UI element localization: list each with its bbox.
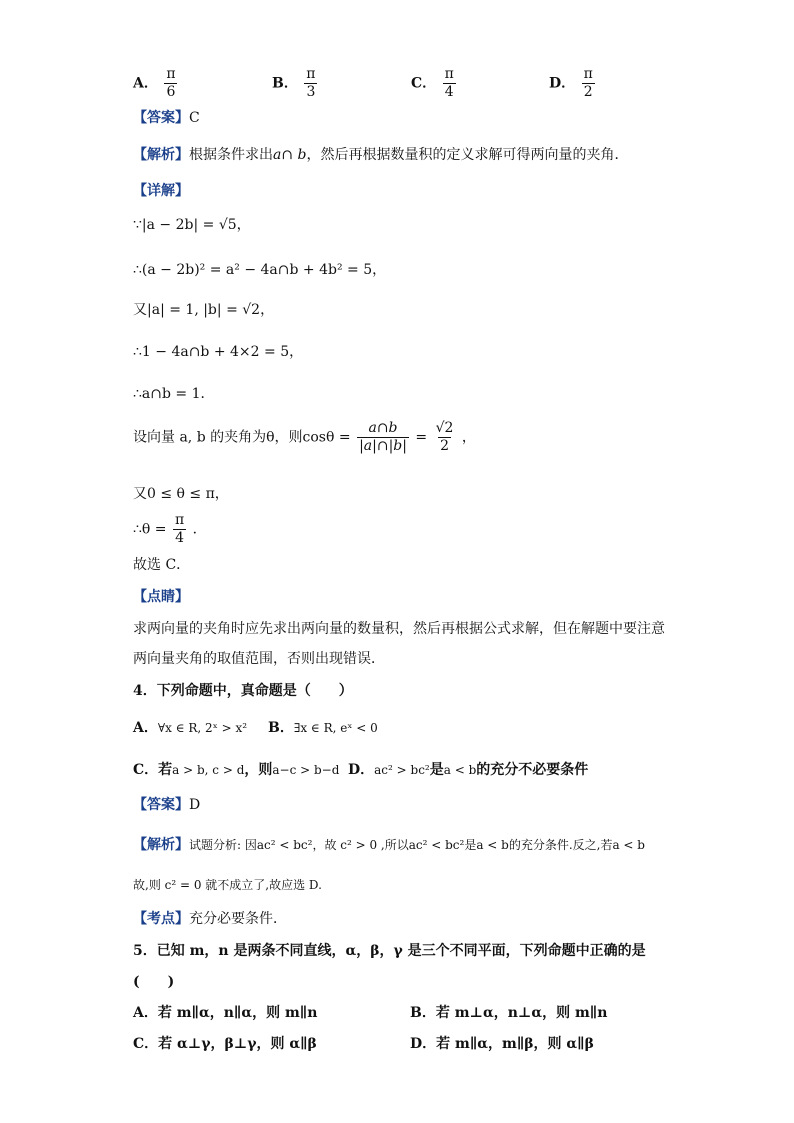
q3-line-5: ∴a∩b = 1． — [133, 386, 215, 402]
q3-comment-tag: 【点睛】 — [133, 589, 189, 605]
q3-option-c: C． $\frac{\pi}{4}$ — [411, 66, 454, 100]
q4-answer: 【答案】D — [133, 797, 201, 813]
q5-option-a: A．若 m∥α，n∥α，则 m∥n — [133, 1005, 318, 1021]
q3-line-1: ∵|a − 2b| = √5， — [133, 217, 251, 233]
q3-detail-tag: 【详解】 — [133, 183, 189, 199]
q3-option-b: B． $\frac{\pi}{3}$ — [272, 66, 316, 100]
q4-option-d: D．ac² > bc²是a < b的充分不必要条件 — [348, 762, 589, 778]
q4-title: 4．下列命题中，真命题是（ ） — [133, 683, 353, 699]
q3-line-6: 设向量 a, b 的夹角为θ，则cosθ = $\frac{a\cap b}{|a|\cap|b|}$ = $\frac{√2}{2}$ ， — [133, 420, 476, 454]
q4-option-b: B．∃x ∈ R, eˣ < 0 — [268, 720, 378, 736]
q5-title-1: 5．已知 m，n 是两条不同直线，α，β，γ 是三个不同平面，下列命题中正确的是 — [133, 943, 646, 959]
q3-line-9: 故选 C． — [133, 557, 191, 573]
q5-option-c: C．若 α⊥γ，β⊥γ，则 α∥β — [133, 1036, 317, 1052]
q3-comment-1: 求两向量的夹角时应先求出两向量的数量积，然后再根据公式求解，但在解题中要注意 — [133, 621, 665, 637]
q4-analysis-2: 故,则 c² = 0 就不成立了,故应选 D. — [133, 878, 322, 892]
fraction: $\frac{\pi}{2}$ — [583, 66, 593, 100]
q3-line-2: ∴(a − 2b)² = a² − 4a∩b + 4b² = 5， — [133, 262, 387, 278]
q3-line-3: 又|a| = 1, |b| = √2， — [133, 302, 275, 318]
q4-option-c: C．若a > b, c > d，则a−c > b−d — [133, 762, 340, 778]
q3-line-4: ∴1 − 4a∩b + 4×2 = 5， — [133, 344, 304, 360]
q3-line-8: ∴θ = $\frac{\pi}{4}$ ． — [133, 512, 207, 546]
q3-comment-2: 两向量夹角的取值范围，否则出现错误． — [133, 651, 385, 667]
fraction: $\frac{\pi}{6}$ — [166, 66, 176, 100]
q3-analysis: 【解析】根据条件求出a∩ b，然后再根据数量积的定义求解可得两向量的夹角． — [133, 147, 629, 163]
q3-option-a: A． $\frac{\pi}{6}$ — [133, 66, 176, 100]
fraction: $\frac{\pi}{4}$ — [174, 512, 185, 546]
q5-option-b: B．若 m⊥α，n⊥α，则 m∥n — [410, 1005, 608, 1021]
vector-fraction: $\frac{a\cap b}{|a|\cap|b|}$ — [359, 420, 407, 454]
root-fraction: $\frac{√2}{2}$ — [435, 420, 454, 454]
fraction: $\frac{\pi}{3}$ — [306, 66, 316, 100]
q4-point: 【考点】充分必要条件． — [133, 911, 287, 927]
q4-analysis-1: 【解析】试题分析: 因ac² < bc²，故 c² > 0 ,所以ac² < bc²是a < b的充分条件.反之,若a < b — [133, 837, 645, 853]
q5-title-2: ( ) — [133, 974, 175, 990]
q3-line-7: 又0 ≤ θ ≤ π， — [133, 486, 229, 502]
q3-answer: 【答案】C — [133, 110, 200, 126]
q3-option-d: D． $\frac{\pi}{2}$ — [549, 66, 593, 100]
q5-option-d: D．若 m∥α，m∥β，则 α∥β — [410, 1036, 594, 1052]
q4-option-a: A．∀x ∈ R, 2ˣ > x² — [133, 720, 248, 736]
fraction: $\frac{\pi}{4}$ — [444, 66, 454, 100]
